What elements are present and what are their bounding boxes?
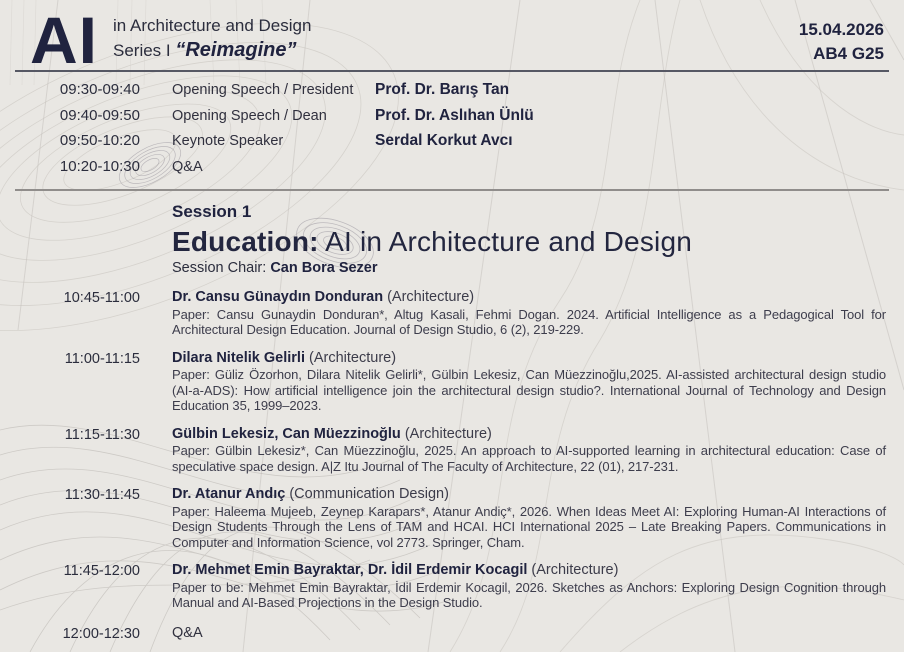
ai-logo: AI — [30, 3, 98, 77]
entry-head — [172, 426, 886, 444]
speaker-affiliation: (Architecture) — [383, 289, 475, 306]
series-prefix: Series I — [113, 41, 176, 61]
event-date: 15.04.2026 — [798, 20, 884, 39]
opening-schedule — [13, 72, 891, 189]
session-title-rest: AI in Architecture and Design — [318, 226, 692, 257]
speaker-name: Dr. Cansu Günaydın Donduran — [172, 289, 384, 306]
time-slot: 09:40-09:50 — [59, 106, 140, 124]
time-slot: 10:20-10:30 — [59, 157, 140, 175]
presentation-entry — [13, 289, 891, 338]
time-slot: 12:00-12:30 — [62, 625, 140, 642]
header — [13, 0, 891, 77]
brand-subtitle — [113, 8, 311, 64]
session-header — [172, 191, 891, 276]
speaker-name: Serdal Korkut Avcı — [375, 132, 513, 149]
speaker-name: Prof. Dr. Aslıhan Ünlü — [375, 106, 534, 124]
time-slot: 09:50-10:20 — [59, 132, 140, 149]
schedule-row — [13, 81, 891, 99]
session-title-emphasis: Education: — [172, 226, 319, 257]
speaker-name: Prof. Dr. Barış Tan — [375, 81, 510, 98]
session-entries — [13, 276, 891, 642]
speaker-name: Dilara Nitelik Gelirli — [172, 349, 305, 366]
paper-citation: Paper to be: Mehmet Emin Bayraktar, İdil Erdemir Kocagil, 2026. Sketches as Anchors: Exploring Design Cognition through Manual and AI-Based Projections in the Design Studio. — [172, 579, 886, 611]
schedule-row — [13, 107, 891, 125]
presentation-entry — [13, 486, 891, 550]
speaker-affiliation: (Architecture) — [400, 425, 492, 442]
time-slot: 10:45-11:00 — [63, 290, 140, 307]
paper-citation: Paper: Güliz Özorhon, Dilara Nitelik Gelirli*, Gülbin Lekesiz, Can Müezzinoğlu,2025. AI-assisted architectural design studio (AI-a-ADS): How artificial intelligence join the architectural design studio?. International Journal of Technology and Design Education 35, 1999–2023. — [172, 367, 886, 414]
presentation-entry — [13, 562, 891, 611]
speaker-name: Dr. Mehmet Emin Bayraktar, Dr. İdil Erdemir Kocagil — [172, 562, 528, 579]
time-slot: 11:00-11:15 — [64, 350, 140, 367]
speaker-affiliation: (Architecture) — [304, 349, 397, 366]
date-location-block — [799, 8, 884, 66]
speaker-name: Dr. Atanur Andıç — [172, 486, 286, 503]
speaker-affiliation: (Architecture) — [527, 562, 619, 579]
schedule-row — [13, 625, 891, 642]
schedule-row — [13, 158, 891, 175]
entry-content — [172, 350, 886, 414]
event-label: Keynote Speaker — [172, 133, 284, 149]
time-slot: 11:30-11:45 — [64, 487, 140, 504]
paper-citation: Paper: Haleema Mujeeb, Zeynep Karapars*, Atanur Andiç*, 2026. When Ideas Meet AI: Exploring Human-AI Interactions of Design Students Through the Lens of TAM and HCAI. HCI International 2025 – Late Breaking Papers. Communications in Computer and Information Science, vol 2773. Springer, Cham. — [172, 503, 886, 550]
event-label: Opening Speech / Dean — [172, 107, 327, 124]
paper-citation: Paper: Cansu Gunaydin Donduran*, Altug Kasali, Fehmi Dogan. 2024. Artificial Intelligence as a Pedagogical Tool for Architectural Design Education. Journal of Design Studio, 6 (2), 219-229. — [172, 306, 886, 338]
presentation-entry — [13, 350, 891, 414]
entry-content — [172, 562, 886, 611]
event-label: Opening Speech / President — [172, 82, 354, 98]
session-label: Session 1 — [172, 202, 252, 221]
time-slot: 11:45-12:00 — [63, 563, 140, 580]
entry-head — [172, 289, 886, 307]
subtitle-line: in Architecture and Design — [113, 16, 312, 35]
time-slot: 09:30-09:40 — [59, 81, 140, 98]
event-location: AB4 G25 — [813, 44, 884, 64]
session-title — [172, 226, 891, 258]
entry-content — [172, 289, 886, 338]
brand-block — [30, 3, 312, 77]
event-label: Q&A — [172, 158, 203, 175]
chair-label: Session Chair: — [172, 260, 271, 277]
speaker-affiliation: (Communication Design) — [285, 486, 449, 503]
session-chair — [172, 260, 891, 276]
event-label: Q&A — [172, 624, 203, 641]
series-line — [113, 37, 311, 64]
entry-content — [172, 426, 886, 475]
speaker-name: Gülbin Lekesiz, Can Müezzinoğlu — [172, 425, 401, 442]
time-slot: 11:15-11:30 — [64, 426, 140, 443]
entry-content — [172, 486, 886, 550]
series-title: “Reimagine” — [175, 39, 297, 62]
entry-head — [172, 350, 886, 368]
schedule-row — [13, 132, 891, 150]
entry-head — [172, 562, 886, 580]
chair-name: Can Bora Sezer — [270, 260, 378, 277]
presentation-entry — [13, 426, 891, 475]
paper-citation: Paper: Gülbin Lekesiz*, Can Müezzinoğlu, 2025. An approach to AI-supported learning in architectural education: Case of speculative space design. A|Z Itu Journal of The Faculty of Architecture, 22 (01), 217-231. — [172, 443, 886, 474]
entry-head — [172, 486, 886, 504]
